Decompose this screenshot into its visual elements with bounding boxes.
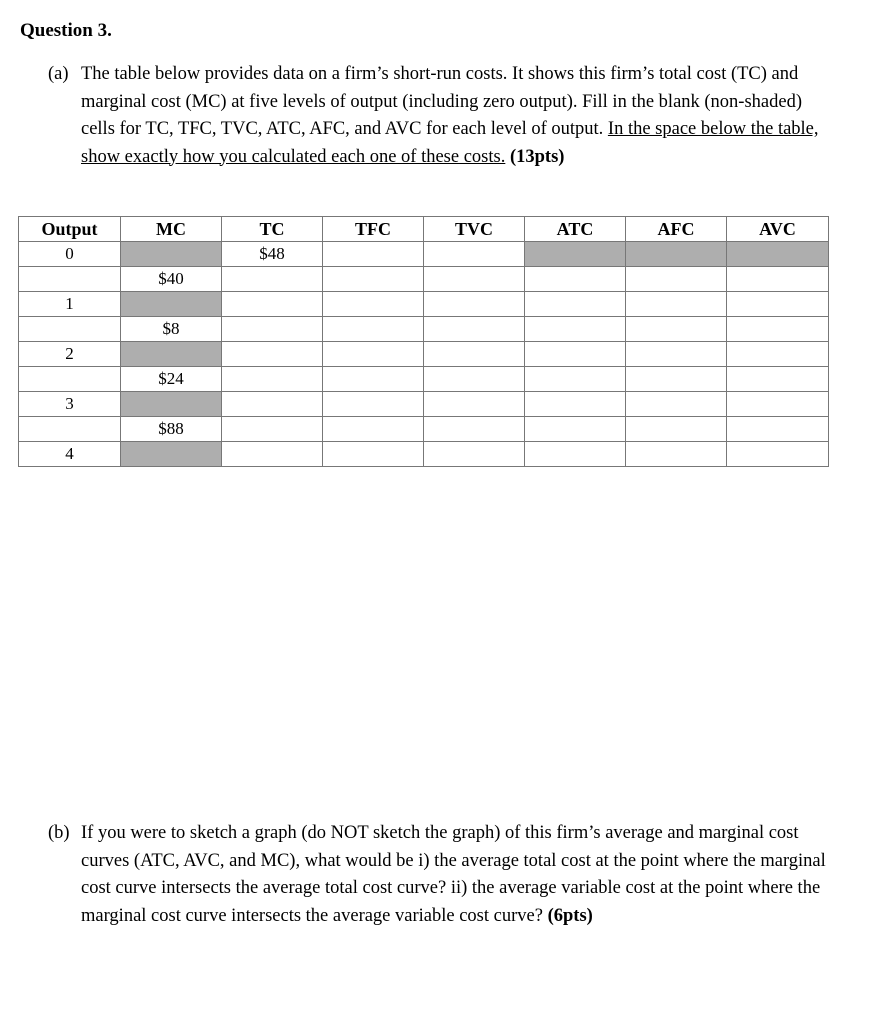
tc-cell: $48	[222, 242, 323, 267]
table-row	[19, 442, 829, 467]
empty-cell	[525, 417, 626, 442]
part-b	[48, 820, 830, 930]
empty-cell	[424, 367, 525, 392]
tc-input-cell[interactable]	[222, 442, 323, 467]
shaded-cell	[121, 292, 222, 317]
shaded-cell	[525, 242, 626, 267]
empty-cell	[626, 367, 727, 392]
part-b-label: (b)	[48, 823, 70, 843]
avc-input-cell[interactable]	[727, 392, 829, 417]
afc-input-cell[interactable]	[626, 342, 727, 367]
empty-cell	[626, 317, 727, 342]
part-a-calculation-note: In the space below the table, show exactly how you calculated each one of these costs.	[81, 119, 819, 167]
mc-row	[19, 367, 829, 392]
mc-cell: $40	[121, 267, 222, 292]
output-cell: 2	[19, 342, 121, 367]
table-row	[19, 292, 829, 317]
shaded-cell	[121, 342, 222, 367]
avc-input-cell[interactable]	[727, 442, 829, 467]
empty-cell	[424, 267, 525, 292]
part-b-question: If you were to sketch a graph (do NOT sketch the graph) of this firm’s average and marginal cost curves (ATC, AVC, and MC), what would be i) the average total cost at the point where the marginal cost curve intersects the average total cost curve? ii) the average variable cost at the point where the marginal cost curve intersects the average variable cost curve?	[81, 823, 826, 926]
tvc-input-cell[interactable]	[424, 442, 525, 467]
header-tfc: TFC	[323, 217, 424, 242]
table-row	[19, 392, 829, 417]
tfc-input-cell[interactable]	[323, 442, 424, 467]
mc-cell: $88	[121, 417, 222, 442]
tc-input-cell[interactable]	[222, 392, 323, 417]
empty-cell	[727, 367, 829, 392]
part-b-text	[81, 820, 830, 930]
empty-cell	[222, 317, 323, 342]
empty-cell	[222, 267, 323, 292]
header-tc: TC	[222, 217, 323, 242]
question-title: Question 3.	[20, 20, 112, 41]
empty-cell	[424, 317, 525, 342]
atc-input-cell[interactable]	[525, 292, 626, 317]
part-b-points: (6pts)	[547, 905, 593, 926]
part-a-instructions: The table below provides data on a firm’s short-run costs. It shows this firm’s total cost (TC) and marginal cost (MC) at five levels of output (including zero output). Fill in the blank (non-shaded) cells for TC, TFC, TVC, ATC, AFC, and AVC for each level of output.	[81, 64, 803, 139]
empty-cell	[424, 417, 525, 442]
empty-cell	[323, 367, 424, 392]
mc-row	[19, 417, 829, 442]
tvc-input-cell[interactable]	[424, 292, 525, 317]
part-a	[48, 61, 830, 171]
empty-cell	[19, 367, 121, 392]
empty-cell	[323, 267, 424, 292]
empty-cell	[19, 267, 121, 292]
tvc-input-cell[interactable]	[424, 242, 525, 267]
empty-cell	[222, 367, 323, 392]
empty-cell	[626, 267, 727, 292]
output-cell: 3	[19, 392, 121, 417]
mc-row	[19, 317, 829, 342]
empty-cell	[525, 317, 626, 342]
empty-cell	[525, 367, 626, 392]
tfc-input-cell[interactable]	[323, 292, 424, 317]
shaded-cell	[626, 242, 727, 267]
tvc-input-cell[interactable]	[424, 342, 525, 367]
atc-input-cell[interactable]	[525, 442, 626, 467]
tfc-input-cell[interactable]	[323, 392, 424, 417]
tc-input-cell[interactable]	[222, 342, 323, 367]
header-afc: AFC	[626, 217, 727, 242]
afc-input-cell[interactable]	[626, 292, 727, 317]
mc-cell: $24	[121, 367, 222, 392]
empty-cell	[727, 317, 829, 342]
part-a-text	[81, 61, 830, 171]
tfc-input-cell[interactable]	[323, 342, 424, 367]
empty-cell	[323, 317, 424, 342]
atc-input-cell[interactable]	[525, 342, 626, 367]
tvc-input-cell[interactable]	[424, 392, 525, 417]
atc-input-cell[interactable]	[525, 392, 626, 417]
mc-row	[19, 267, 829, 292]
avc-input-cell[interactable]	[727, 292, 829, 317]
empty-cell	[525, 267, 626, 292]
afc-input-cell[interactable]	[626, 392, 727, 417]
header-tvc: TVC	[424, 217, 525, 242]
output-cell: 1	[19, 292, 121, 317]
output-cell: 4	[19, 442, 121, 467]
table-row	[19, 342, 829, 367]
header-mc: MC	[121, 217, 222, 242]
empty-cell	[19, 317, 121, 342]
avc-input-cell[interactable]	[727, 342, 829, 367]
shaded-cell	[121, 242, 222, 267]
empty-cell	[727, 267, 829, 292]
header-output: Output	[19, 217, 121, 242]
empty-cell	[727, 417, 829, 442]
empty-cell	[19, 417, 121, 442]
mc-cell: $8	[121, 317, 222, 342]
shaded-cell	[727, 242, 829, 267]
tc-input-cell[interactable]	[222, 292, 323, 317]
afc-input-cell[interactable]	[626, 442, 727, 467]
shaded-cell	[121, 442, 222, 467]
cost-table	[18, 216, 829, 467]
empty-cell	[222, 417, 323, 442]
table-header-row	[19, 217, 829, 242]
empty-cell	[626, 417, 727, 442]
shaded-cell	[121, 392, 222, 417]
output-cell: 0	[19, 242, 121, 267]
part-a-points: (13pts)	[509, 146, 565, 167]
tfc-input-cell[interactable]	[323, 242, 424, 267]
empty-cell	[323, 417, 424, 442]
table-row	[19, 242, 829, 267]
header-atc: ATC	[525, 217, 626, 242]
header-avc: AVC	[727, 217, 829, 242]
part-a-label: (a)	[48, 64, 69, 84]
